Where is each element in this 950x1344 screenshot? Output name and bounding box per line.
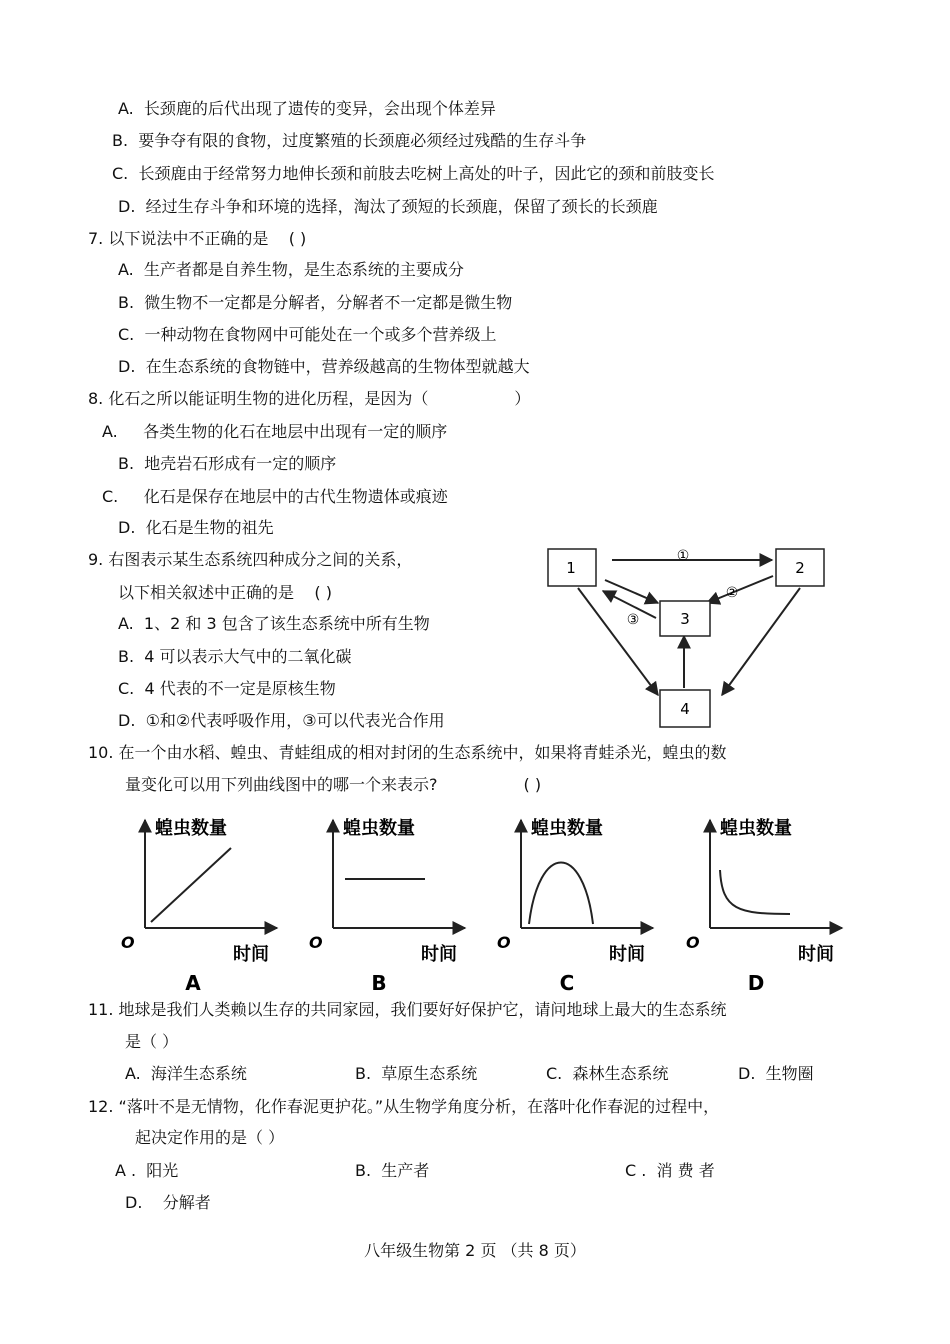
graph-letter: B — [371, 971, 387, 995]
option-text: 4 代表的不一定是原核生物 — [144, 679, 336, 698]
answer-paren: ( ) — [523, 775, 542, 794]
option-text: 分解者 — [162, 1193, 211, 1212]
option-letter: C. — [112, 164, 129, 183]
arrow-label-2: ② — [725, 585, 739, 601]
q7-option-a — [118, 259, 464, 281]
q9-option-b — [118, 646, 352, 668]
option-letter: A. — [118, 99, 134, 118]
node-label-3: 3 — [680, 610, 690, 628]
q6-option-a — [118, 98, 496, 120]
question-text: 8. 化石之所以能证明生物的进化历程，是因为（ — [88, 389, 429, 408]
option-text: 1、2 和 3 包含了该生态系统中所有生物 — [143, 614, 430, 633]
q10-stem-line2 — [125, 774, 541, 796]
option-letter: C. — [546, 1064, 563, 1083]
option-text: 地壳岩石形成有一定的顺序 — [144, 454, 337, 473]
curve-decay — [720, 870, 790, 914]
origin-label: O — [121, 933, 135, 952]
q12-option-d — [125, 1192, 211, 1214]
answer-paren: ( ) — [288, 229, 307, 248]
q12-stem-line1: 12. “落叶不是无情物，化作春泥更护花。”从生物学角度分析，在落叶化作春泥的过程中， — [88, 1097, 720, 1116]
q6-option-d — [118, 196, 658, 218]
q7-option-d — [118, 356, 530, 378]
option-letter: C. — [102, 487, 119, 506]
q12-option-c — [625, 1160, 715, 1182]
graph-letter: A — [185, 971, 201, 995]
q11-option-a — [125, 1063, 247, 1085]
y-axis-label: 蝗虫数量 — [343, 818, 415, 839]
q8-stem — [88, 388, 530, 410]
ecosystem-diagram — [540, 540, 840, 740]
origin-label: O — [309, 933, 323, 952]
option-letter: A. — [102, 422, 118, 441]
node-label-1: 1 — [566, 559, 576, 577]
q11-stem-line2: 是（ ） — [125, 1032, 179, 1051]
q12-option-b — [355, 1160, 429, 1182]
option-letter: B. — [118, 647, 135, 666]
option-letter: C . — [625, 1161, 647, 1180]
arrow-label-3: ③ — [626, 612, 640, 628]
option-text: 海洋生态系统 — [150, 1064, 247, 1083]
option-text: ①和②代表呼吸作用，③可以代表光合作用 — [145, 711, 445, 730]
graph-a — [115, 812, 285, 998]
option-letter: D. — [118, 197, 136, 216]
option-text: 长颈鹿由于经常努力地伸长颈和前肢去吃树上高处的叶子，因此它的颈和前肢变长 — [138, 164, 715, 183]
option-text: 消 费 者 — [656, 1161, 715, 1180]
q11-stem-line1: 11. 地球是我们人类赖以生存的共同家园，我们要好好保护它，请问地球上最大的生态系统 — [88, 1000, 727, 1019]
option-text: 经过生存斗争和环境的选择，淘汰了颈短的长颈鹿，保留了颈长的长颈鹿 — [145, 197, 658, 216]
question-text: 以下相关叙述中正确的是 — [118, 583, 295, 602]
y-axis-label: 蝗虫数量 — [720, 818, 792, 839]
option-letter: D. — [118, 711, 136, 730]
q9-option-c — [118, 678, 336, 700]
graph-letter: D — [747, 971, 765, 995]
question-text: 7. 以下说法中不正确的是 — [88, 229, 269, 248]
answer-paren: ( ) — [314, 583, 332, 602]
option-text: 要争夺有限的食物，过度繁殖的长颈鹿必须经过残酷的生存斗争 — [138, 131, 587, 150]
option-text: 一种动物在食物网中可能处在一个或多个营养级上 — [144, 325, 497, 344]
origin-label: O — [686, 933, 700, 952]
arrow-2-to-4 — [722, 588, 800, 695]
q12-option-a — [115, 1160, 178, 1182]
option-text: 草原生态系统 — [381, 1064, 478, 1083]
option-letter: D. — [118, 518, 136, 537]
x-axis-label: 时间 — [798, 944, 834, 965]
option-text: 微生物不一定都是分解者，分解者不一定都是微生物 — [144, 293, 513, 312]
arrow-1-to-4 — [578, 588, 658, 695]
option-letter: C. — [118, 679, 135, 698]
q9-stem-line1: 9. 右图表示某生态系统四种成分之间的关系， — [88, 550, 413, 569]
option-text: 生产者都是自养生物，是生态系统的主要成分 — [143, 260, 464, 279]
origin-label: O — [497, 933, 511, 952]
arrow-label-1: ① — [676, 548, 690, 564]
option-text: 森林生态系统 — [572, 1064, 669, 1083]
option-letter: A. — [118, 614, 134, 633]
option-text: 阳光 — [146, 1161, 179, 1180]
option-letter: D. — [118, 357, 136, 376]
q12-stem-line2: 起决定作用的是（ ） — [135, 1128, 285, 1147]
option-text: 生产者 — [381, 1161, 430, 1180]
option-text: 在生态系统的食物链中，营养级越高的生物体型就越大 — [145, 357, 530, 376]
option-letter: C. — [118, 325, 135, 344]
arrow-1-to-3 — [605, 580, 658, 603]
q11-option-b — [355, 1063, 477, 1085]
q8-option-b — [118, 453, 336, 475]
q8-option-c — [102, 486, 448, 508]
x-axis-label: 时间 — [609, 944, 645, 965]
answer-paren: ） — [514, 389, 531, 408]
option-letter: D. — [738, 1064, 756, 1083]
graph-letter: C — [559, 971, 575, 995]
q8-option-a — [102, 421, 447, 443]
option-text: 化石是保存在地层中的古代生物遗体或痕迹 — [143, 487, 448, 506]
y-axis-label: 蝗虫数量 — [531, 818, 603, 839]
option-text: 长颈鹿的后代出现了遗传的变异，会出现个体差异 — [143, 99, 496, 118]
option-letter: B. — [112, 131, 129, 150]
q7-stem — [88, 228, 306, 250]
node-label-4: 4 — [680, 700, 690, 718]
q9-stem-line2 — [118, 582, 332, 604]
option-letter: D. — [125, 1193, 143, 1212]
graph-d — [680, 812, 850, 998]
option-text: 化石是生物的祖先 — [145, 518, 274, 537]
graph-c — [491, 812, 661, 998]
q7-option-b — [118, 292, 512, 314]
option-letter: B. — [355, 1161, 372, 1180]
question-text: 量变化可以用下列曲线图中的哪一个来表示? — [125, 775, 438, 794]
q11-option-c — [546, 1063, 668, 1085]
x-axis-label: 时间 — [421, 944, 457, 965]
q8-option-d — [118, 517, 274, 539]
option-letter: B. — [118, 293, 135, 312]
option-text: 各类生物的化石在地层中出现有一定的顺序 — [143, 422, 448, 441]
y-axis-label: 蝗虫数量 — [155, 818, 227, 839]
q9-option-d — [118, 710, 445, 732]
option-text: 生物圈 — [765, 1064, 814, 1083]
q6-option-c — [112, 163, 714, 185]
q9-option-a — [118, 613, 430, 635]
node-label-2: 2 — [795, 559, 805, 577]
q11-option-d — [738, 1063, 814, 1085]
curve-arch — [529, 863, 593, 925]
option-letter: A. — [125, 1064, 141, 1083]
option-text: 4 可以表示大气中的二氧化碳 — [144, 647, 352, 666]
q10-stem-line1: 10. 在一个由水稻、蝗虫、青蛙组成的相对封闭的生态系统中，如果将青蛙杀光，蝗虫的数 — [88, 743, 727, 762]
option-letter: B. — [355, 1064, 372, 1083]
curve-rising — [151, 848, 231, 922]
page-footer: 八年级生物第 2 页 （共 8 页） — [364, 1241, 586, 1260]
option-letter: B. — [118, 454, 135, 473]
graph-b — [303, 812, 473, 998]
arrow-2-to-3 — [707, 576, 773, 603]
q6-option-b — [112, 130, 586, 152]
q7-option-c — [118, 324, 496, 346]
x-axis-label: 时间 — [233, 944, 269, 965]
option-letter: A . — [115, 1161, 137, 1180]
option-letter: A. — [118, 260, 134, 279]
